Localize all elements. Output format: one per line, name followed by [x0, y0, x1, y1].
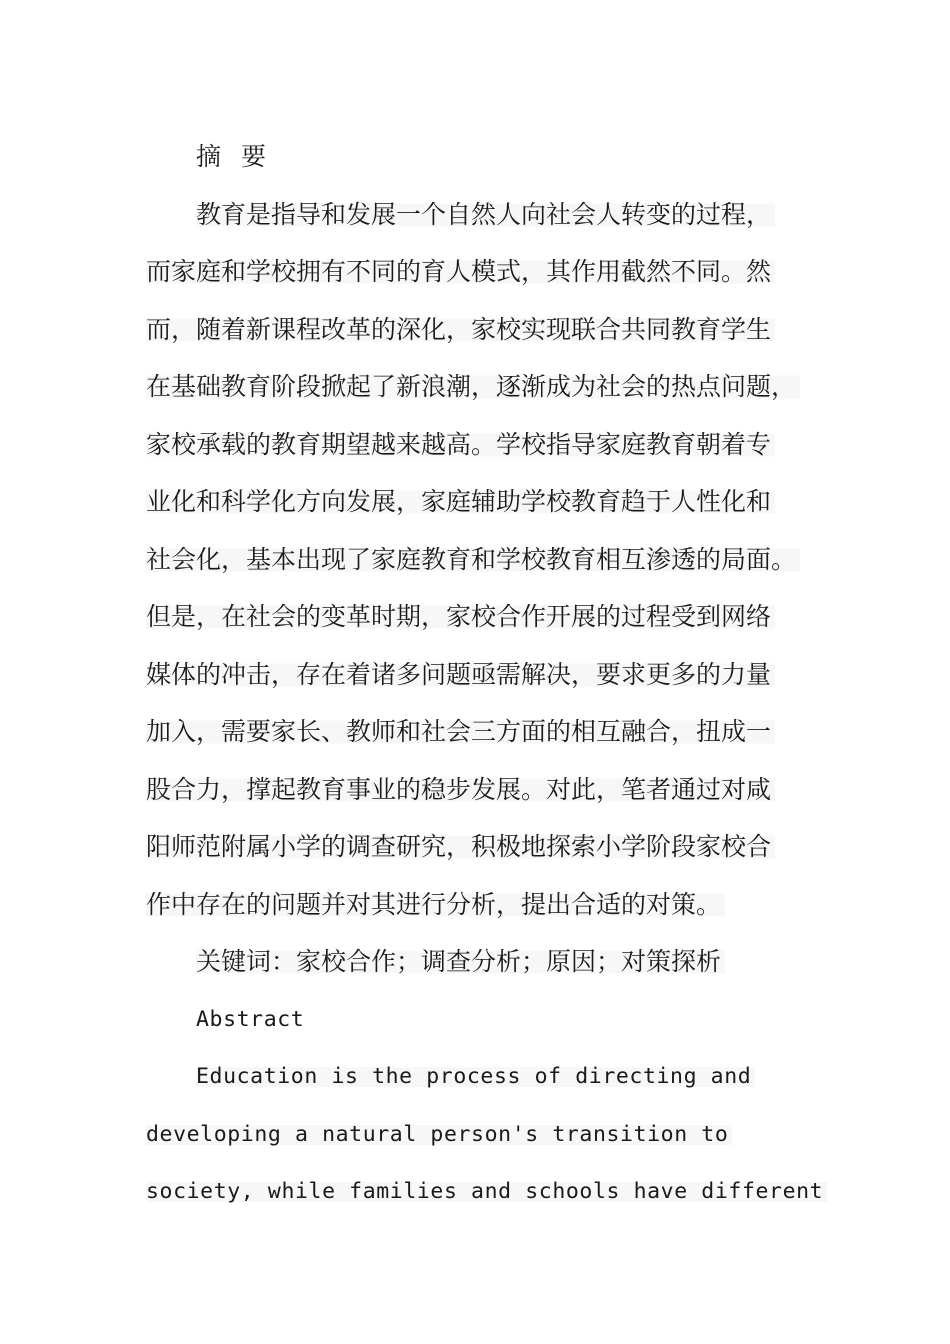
chinese-keywords: 关键词：家校合作；调查分析；原因；对策探析 — [146, 933, 816, 991]
chinese-abstract-heading: 摘 要 — [196, 142, 272, 171]
chinese-paragraph-line: 教育是指导和发展一个自然人向社会人转变的过程， — [146, 186, 816, 244]
chinese-paragraph-line: 而家庭和学校拥有不同的育人模式，其作用截然不同。然 — [146, 243, 816, 301]
chinese-paragraph-line: 业化和科学化方向发展，家庭辅助学校教育趋于人性化和 — [146, 473, 816, 531]
chinese-paragraph-line: 在基础教育阶段掀起了新浪潮，逐渐成为社会的热点问题， — [146, 358, 816, 416]
english-abstract-heading: Abstract — [196, 1006, 305, 1032]
chinese-paragraph-line: 股合力，撑起教育事业的稳步发展。对此，笔者通过对咸 — [146, 761, 816, 819]
english-paragraph-line: developing a natural person's transition to — [146, 1106, 816, 1164]
chinese-paragraph-line: 家校承载的教育期望越来越高。学校指导家庭教育朝着专 — [146, 416, 816, 474]
chinese-paragraph-line: 但是，在社会的变革时期，家校合作开展的过程受到网络 — [146, 588, 816, 646]
english-paragraph-line: Education is the process of directing and — [146, 1048, 816, 1106]
chinese-paragraph-line: 而，随着新课程改革的深化，家校实现联合共同教育学生 — [146, 301, 816, 359]
chinese-paragraph-line: 作中存在的问题并对其进行分析，提出合适的对策。 — [146, 876, 816, 934]
chinese-paragraph-line: 阳师范附属小学的调查研究，积极地探索小学阶段家校合 — [146, 818, 816, 876]
english-paragraph-line: society, while families and schools have different — [146, 1163, 816, 1221]
chinese-paragraph-line: 加入，需要家长、教师和社会三方面的相互融合，扭成一 — [146, 703, 816, 761]
chinese-paragraph-line: 媒体的冲击，存在着诸多问题亟需解决，要求更多的力量 — [146, 646, 816, 704]
chinese-paragraph-line: 社会化，基本出现了家庭教育和学校教育相互渗透的局面。 — [146, 531, 816, 589]
document-body — [146, 128, 824, 1221]
